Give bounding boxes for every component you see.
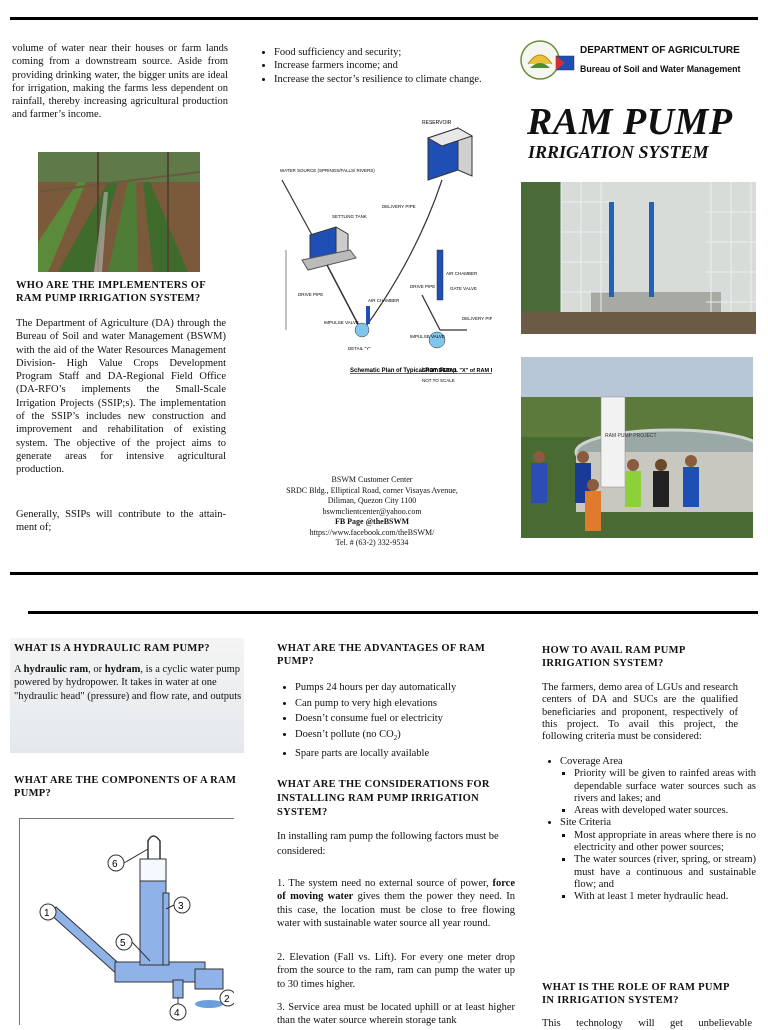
components-heading: WHAT ARE THE COMPONENTS OF A RAM PUMP? — [14, 775, 237, 799]
ram-pump-installation-photo — [521, 182, 756, 334]
list-item: • Pumps 24 hours per day automatically — [295, 680, 527, 696]
list-item: ▪ With at least 1 meter hydraulic head. — [574, 891, 756, 903]
role-heading: WHAT IS THE ROLE OF RAM PUMP IN IRRIGATION SYSTEM? — [542, 982, 730, 1006]
spot-air-chamber-label: AIR CHAMBER — [446, 271, 478, 276]
avail-heading: HOW TO AVAIL RAM PUMP IRRIGATION SYSTEM? — [542, 645, 686, 669]
top-rule — [10, 17, 758, 20]
contact-email[interactable]: bswmclientcenter@yahoo.com — [322, 506, 422, 516]
contact-line: Diliman, Quezon City 1100 — [327, 496, 417, 505]
advantages-heading: WHAT ARE THE ADVANTAGES OF RAM PUMP? — [277, 643, 486, 667]
list-item: • Spare parts are locally available — [295, 746, 527, 762]
hydram-heading: WHAT IS A HYDRAULIC RAM PUMP? — [14, 643, 210, 654]
contact-line: BSWM Customer Center — [331, 475, 413, 484]
role-body: This technology will get unbelievable — [542, 1018, 752, 1029]
ram-pump-components-diagram — [19, 818, 234, 1025]
component-label-4: 4 — [174, 1008, 180, 1019]
gate-valve-label: GATE VALVE — [450, 286, 478, 291]
ssip-closing: Generally, SSIPs will contribute to the attain-ment of; — [16, 509, 226, 534]
ssip-goals-list — [256, 46, 514, 86]
list-item: • Increase farmers income; and — [274, 59, 514, 72]
list-item: • Can pump to very high elevations — [295, 696, 527, 712]
component-label-3: 3 — [178, 901, 184, 912]
list-item: • Doesn’t pollute (no $CO_2$) — [295, 727, 527, 747]
consideration-elevation: 2. Elevation (Fall vs. Lift). For every one meter drop from the source to the ram, ram can pump the water up to 30 times higher. — [277, 952, 515, 990]
considerations-intro: In installing ram pump the following factors must be considered: — [277, 831, 499, 857]
spot-delivery-pipe-label: DELIVERY PIP — [462, 316, 492, 321]
consideration-service-area: 3. Service area must be located uphill or at least higher than the water source wherein storage tank — [277, 1002, 515, 1027]
farm-rows-photo — [38, 152, 200, 272]
department-name: DEPARTMENT OF AGRICULTURE — [580, 45, 740, 56]
schematic-caption: Schematic Plan of Typical Ram Pump — [350, 368, 457, 374]
list-item: ▪ Priority will be given to rainfed areas with dependable surface water sources such as rivers and lakes; and — [574, 768, 756, 805]
coverage-area-item: • Coverage Area ▪ Priority will be given to rainfed areas with dependable surface water sources such as rivers and lakes; and ▪ Areas with developed water sources. — [560, 756, 756, 817]
page2-top-rule — [28, 611, 758, 614]
da-logo — [518, 38, 576, 82]
avail-body: The farmers, demo area of LGUs and research centers of DA and SUCs are the qualified beneficiaries and proponent, respectively of this project. To avail this project, the following criteria must be considered: — [542, 682, 738, 743]
contact-facebook-link[interactable]: https://www.facebook.com/theBSWM/ — [309, 527, 435, 537]
list-item: • Doesn’t consume fuel or electricity — [295, 711, 527, 727]
list-item: • Increase the sector’s resilience to climate change. — [274, 73, 514, 86]
list-item: ▪ The water sources (river, spring, or stream) must have a continuous and sustainable flow; and — [574, 854, 756, 891]
contact-block — [272, 475, 472, 549]
ram-pump-schematic — [272, 110, 492, 410]
considerations-heading: WHAT ARE THE CONSIDERATIONS FOR INSTALLING RAM PUMP IRRIGATION SYSTEM? — [277, 779, 490, 818]
spot-drive-pipe-label: DRIVE PIPE — [410, 284, 436, 289]
list-item: ▪ Most appropriate in areas where there is no electricity and other power sources; — [574, 830, 756, 855]
farmers-at-tank-photo — [521, 357, 753, 538]
site-criteria-item: • Site Criteria ▪ Most appropriate in areas where there is no electricity and other power sources; ▪ The water sources (river, spring, or stream) must have a continuous and sustainable flow; and ▪ With at least 1 meter hydraulic head. — [560, 817, 756, 903]
spot-impulse-valve-label: IMPULSE VALVE — [410, 334, 445, 339]
spot-detail-caption: SPOT DETAIL "X" of RAM — [422, 368, 490, 374]
criteria-list — [542, 756, 756, 904]
reservoir-label: RESERVOIR — [422, 120, 452, 126]
page1-bottom-rule — [10, 572, 758, 575]
contact-line: Tel. # (63-2) 332-9534 — [335, 538, 409, 547]
settling-tank-label: SETTLING TANK — [332, 214, 367, 219]
component-label-5: 5 — [120, 938, 126, 949]
component-label-6: 6 — [112, 859, 118, 870]
project-banner-label: RAM PUMP PROJECT — [605, 433, 657, 439]
implementers-body: The Department of Agriculture (DA) through the Bureau of Soil and water Management (BSWM) with the aid of the Water Resources Management Division- High Value Crops Development Program Staff and DA-Regional Field Office (DA-RFO’s implements the Small-Scale Irrigation Projects (SSIP;s). The implementation of the SSIP’s includes new construction and improvement and rehabilitation of existing system. The objective of the project aims to generate areas for intensive agricultural production. — [16, 318, 226, 476]
component-label-1: 1 — [44, 908, 50, 919]
hydram-definition: A hydraulic ram, or hydram, is a cyclic water pump powered by hydropower. It takes in water at one "hydraulic head" (pressure) and flow rate, and outputs — [14, 664, 242, 702]
detail-y-label: DETAIL "Y" — [348, 346, 371, 351]
implementers-heading: WHO ARE THE IMPLEMENTERS OF RAM PUMP IRRIGATION SYSTEM? — [16, 280, 206, 304]
drive-pipe-label: DRIVE PIPE — [298, 292, 324, 297]
brochure-subtitle: IRRIGATION SYSTEM — [528, 142, 709, 162]
consideration-power: 1. The system need no external source of power, force of moving water gives them the power they need. In this case, the location must be close to free flowing water with sustainable water source all year round. — [277, 878, 516, 929]
contact-line: FB Page @theBSWM — [334, 517, 410, 526]
delivery-pipe-label: DELIVERY PIPE — [382, 204, 416, 209]
impulse-valve-label: IMPULSE VALVE — [324, 320, 359, 325]
brochure-title: RAM PUMP — [527, 101, 733, 143]
water-source-label: WATER SOURCE (SPRINGS/FALLS/ RIVERS) — [280, 168, 375, 173]
list-item: • Food sufficiency and security; — [274, 46, 514, 59]
bureau-name: Bureau of Soil and Water Management — [580, 64, 741, 74]
air-chamber-label: AIR CHAMBER — [368, 298, 400, 303]
component-label-2: 2 — [224, 994, 230, 1005]
list-item: ▪ Areas with developed water sources. — [574, 805, 756, 817]
not-to-scale-label: NOT TO SCALE — [422, 378, 455, 383]
intro-paragraph: volume of water near their houses or farm lands coming from a downstream source. Aside from providing drinking water, the bigger units are ideal for irrigation, making the farms less dependent on rainfall, thereby increasing agricultural production and farmer’s income. — [12, 43, 228, 121]
advantages-list — [277, 680, 527, 762]
contact-line: SRDC Bldg., Elliptical Road, corner Visayas Avenue, — [286, 485, 458, 495]
